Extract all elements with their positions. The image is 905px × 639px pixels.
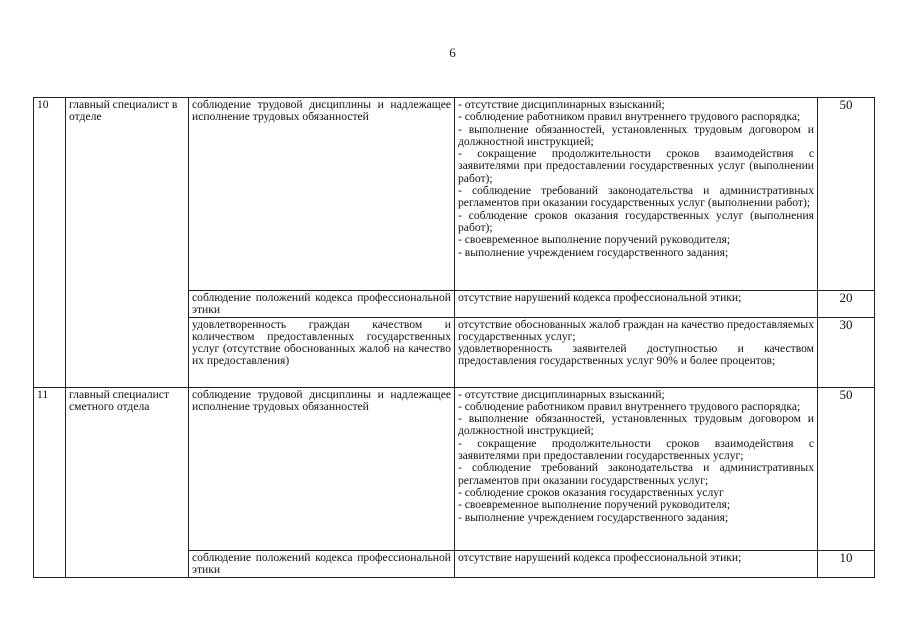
indicator-item: отсутствие нарушений кодекса профессиональной этики;: [458, 550, 742, 564]
indicator-item: отсутствие нарушений кодекса профессиональной этики;: [458, 291, 742, 304]
indicator-item: - выполнение учреждением государственного задания;: [458, 510, 729, 524]
score-value: 20: [839, 290, 853, 305]
score-cell: [818, 317, 875, 387]
score-value: 50: [839, 387, 853, 402]
position-name: главный специалист сметного отдела: [66, 387, 189, 577]
criterion-text: соблюдение трудовой дисциплины и надлежащее исполнение трудовых обязанностей: [189, 98, 455, 291]
indicator-item: - своевременное выполнение поручений руководителя;: [458, 233, 731, 247]
criterion-text: соблюдение положений кодекса профессиональной этики: [189, 291, 455, 318]
score-value: 10: [839, 550, 853, 565]
table-row: [34, 98, 875, 291]
criterion-text: соблюдение трудовой дисциплины и надлежащее исполнение трудовых обязанностей: [189, 387, 455, 550]
indicator-item: - соблюдение сроков оказания государственных услуг (выполнения работ);: [458, 208, 814, 234]
indicators-cell: [455, 291, 818, 318]
indicators-cell: [455, 387, 818, 550]
row-number: 11: [34, 387, 66, 577]
indicator-item: удовлетворенность заявителей доступностью и качеством предоставления государственных услуг 90% и более процентов;: [458, 342, 814, 368]
indicator-item: - соблюдение требований законодательства и административных регламентов при оказании государственных услуг;: [458, 461, 814, 487]
indicators-cell: [455, 550, 818, 577]
criteria-table: [33, 97, 875, 578]
row-number: 10: [34, 98, 66, 388]
score-value: 50: [839, 97, 853, 112]
indicator-item: - выполнение обязанностей, установленных трудовым договором и должностной инструкцией;: [458, 412, 814, 438]
score-cell: [818, 550, 875, 577]
indicator-item: - выполнение обязанностей, установленных трудовым договором и должностной инструкцией;: [458, 122, 814, 148]
score-value: 30: [839, 317, 853, 332]
indicators-cell: [455, 317, 818, 387]
criterion-text: удовлетворенность граждан качеством и количеством предоставленных государственных услуг (отсутствие обоснованных жалоб на качество их предоставления): [189, 317, 455, 387]
score-cell: [818, 387, 875, 550]
score-cell: [818, 98, 875, 291]
indicator-item: - сокращение продолжительности сроков взаимодействия с заявителями при предоставлении государственных услуг;: [458, 436, 814, 463]
indicators-cell: [455, 98, 818, 291]
position-name: главный специалист в отделе: [66, 98, 189, 388]
indicator-item: - своевременное выполнение поручений руководителя;: [458, 498, 731, 512]
indicator-item: - сокращение продолжительности сроков взаимодействия с заявителями при предоставлении государственных услуг (выполнении работ);: [458, 147, 814, 185]
indicator-item: - соблюдение сроков оказания государственных услуг: [458, 485, 724, 499]
criterion-text: соблюдение положений кодекса профессиональной этики: [189, 550, 455, 577]
indicator-item: отсутствие обоснованных жалоб граждан на качество предоставляемых государственных услуг;: [458, 317, 814, 343]
table-row: [34, 387, 875, 550]
indicator-item: - отсутствие дисциплинарных взысканий;: [458, 98, 665, 111]
indicator-item: - соблюдение работником правил внутреннего трудового распорядка;: [458, 110, 801, 124]
indicator-item: - соблюдение требований законодательства и административных регламентов при оказании государственных услуг (выполнении работ);: [458, 184, 814, 210]
indicator-item: - соблюдение работником правил внутреннего трудового распорядка;: [458, 399, 801, 413]
indicator-item: - отсутствие дисциплинарных взысканий;: [458, 387, 665, 401]
indicator-item: - выполнение учреждением государственного задания;: [458, 245, 729, 259]
score-cell: [818, 291, 875, 318]
page-number: 6: [449, 45, 456, 60]
